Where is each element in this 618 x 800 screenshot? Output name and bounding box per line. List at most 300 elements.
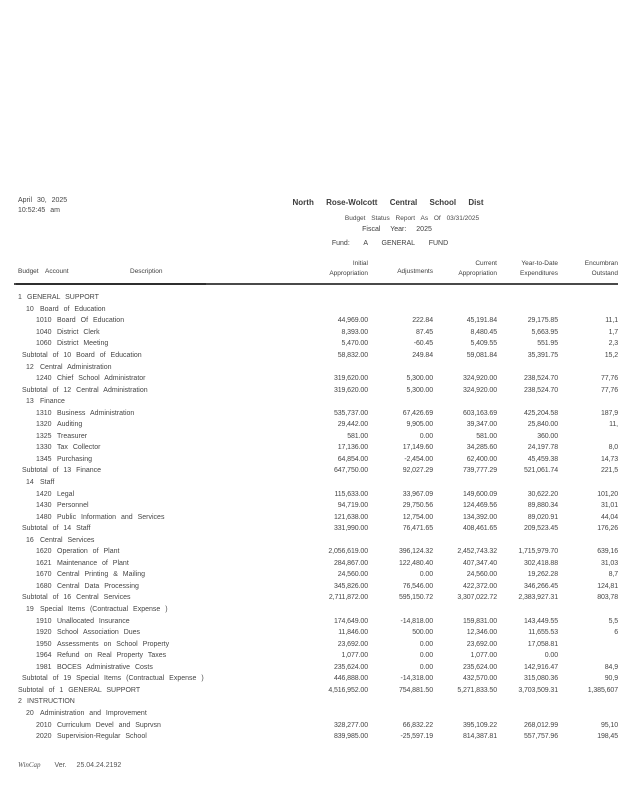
cell-encumbrance-outstanding: 803,78 [597,594,618,602]
row-description-cell [0,722,240,729]
cell-encumbrance-outstanding: 101,20 [597,490,618,498]
account-code: 2 [18,698,22,706]
row-description-cell [0,525,240,532]
row-description-cell [0,479,240,486]
table-row [0,523,618,535]
cell-ytd-expenditures: 3,703,509.31 [518,686,558,694]
account-code: 1240 [36,375,52,383]
cell-ytd-expenditures: 209,523.45 [523,525,558,533]
table-row [0,454,618,466]
cell-initial-appropriation: 94,719.00 [337,502,368,510]
table-row [0,650,618,662]
wincap-logo-text: WinCap [18,761,41,769]
account-description: District Clerk [57,328,100,336]
cell-adjustments: 9,905.00 [406,421,433,429]
table-row [0,719,618,731]
cell-initial-appropriation: 319,620.00 [333,375,368,383]
account-description: Treasurer [57,432,88,440]
cell-current-appropriation: 149,600.09 [462,490,497,498]
account-description: Special Items (Contractual Expense ) [40,606,168,614]
row-description-cell [0,675,240,682]
table-row [0,581,618,593]
cell-ytd-expenditures: 89,020.91 [527,513,558,521]
table-row [0,465,618,477]
table-row [0,546,618,558]
row-description-cell [0,571,240,578]
cell-current-appropriation: 814,387.81 [462,733,497,741]
row-description-cell [0,583,240,590]
cell-initial-appropriation: 29,442.00 [337,421,368,429]
cell-adjustments: 500.00 [412,629,433,637]
table-row [0,604,618,616]
fund-value: A GENERAL FUND [363,240,449,247]
table-row [0,292,618,304]
row-description-cell [0,491,240,498]
cell-initial-appropriation: 11,846.00 [338,629,368,637]
table-row [0,315,618,327]
cell-initial-appropriation: 23,692.00 [337,640,368,648]
cell-initial-appropriation: 121,638.00 [333,513,368,521]
row-description-cell [0,560,240,567]
col-header-initial-appropriation: Initial Appropriation [329,260,368,277]
cell-initial-appropriation: 2,711,872.00 [328,594,368,602]
account-description: BOCES Administrative Costs [57,663,153,671]
cell-adjustments: 76,471.65 [402,525,433,533]
account-code: 16 [26,536,34,544]
cell-initial-appropriation: 64,854.00 [337,455,368,463]
account-code: 12 [26,363,34,371]
table-row [0,592,618,604]
cell-current-appropriation: 5,271,833.50 [457,686,497,694]
print-time: 10:52:45 am [18,207,60,214]
print-datetime [18,196,67,216]
cell-adjustments: 66,832.22 [402,721,433,729]
table-row [0,488,618,500]
fiscal-year-label: Fiscal Year: [362,226,407,233]
cell-current-appropriation: 235,624.00 [462,663,497,671]
cell-current-appropriation: 45,191.84 [466,317,497,325]
cell-initial-appropriation: 4,516,952.00 [328,686,368,694]
account-code: 1981 [36,663,52,671]
table-row [0,696,618,708]
cell-ytd-expenditures: 557,757.96 [523,733,558,741]
row-description-cell [0,329,240,336]
account-code: 1420 [36,490,52,498]
account-code: 13 [26,398,34,406]
table-row [0,731,618,743]
account-code: 1330 [36,444,52,452]
cell-encumbrance-outstanding: 95,10 [600,721,618,729]
cell-current-appropriation: 159,831.00 [462,617,497,625]
cell-adjustments: 12,754.00 [402,513,433,521]
version-label: Ver. [54,762,67,769]
cell-current-appropriation: 39,347.00 [466,421,497,429]
account-description: Refund on Real Property Taxes [57,652,167,660]
account-description: INSTRUCTION [27,698,75,706]
report-title: Budget Status Report [344,215,416,222]
table-row [0,396,618,408]
row-description-cell [0,652,240,659]
cell-encumbrance-outstanding: 1,7 [608,328,618,336]
table-row [0,615,618,627]
cell-current-appropriation: 34,285.60 [466,444,497,452]
cell-adjustments: 0.00 [419,640,433,648]
cell-ytd-expenditures: 360.00 [537,432,558,440]
cell-ytd-expenditures: 17,058.81 [527,640,558,648]
table-row [0,304,618,316]
cell-ytd-expenditures: 30,622.20 [527,490,558,498]
cell-current-appropriation: 8,480.45 [470,328,497,336]
account-description: Chief School Administrator [57,375,146,383]
cell-ytd-expenditures: 551.95 [537,340,558,348]
cell-adjustments: -14,318.00 [400,675,433,683]
col-header-current-appropriation: Current Appropriation [458,260,497,277]
cell-ytd-expenditures: 142,916.47 [523,663,558,671]
cell-encumbrance-outstanding: 44,04 [600,513,618,521]
cell-current-appropriation: 23,692.00 [466,640,497,648]
cell-current-appropriation: 2,452,743.32 [457,548,497,556]
account-code: 1920 [36,629,52,637]
cell-encumbrance-outstanding: 6 [614,629,618,637]
col-header-budget-account: Budget Account [18,268,69,275]
cell-initial-appropriation: 5,470.00 [341,340,368,348]
cell-ytd-expenditures: 238,524.70 [523,375,558,383]
row-description-cell [0,294,240,301]
cell-initial-appropriation: 581.00 [347,432,368,440]
cell-ytd-expenditures: 425,204.58 [523,409,558,417]
cell-initial-appropriation: 44,969.00 [337,317,368,325]
table-row [0,500,618,512]
cell-current-appropriation: 24,560.00 [466,571,497,579]
cell-initial-appropriation: 328,277.00 [333,721,368,729]
cell-initial-appropriation: 1,077.00 [341,652,368,660]
row-description-cell [0,629,240,636]
account-code: 1680 [36,582,52,590]
table-row [0,373,618,385]
cell-current-appropriation: 739,777.29 [462,467,497,475]
cell-adjustments: 249.84 [412,352,433,359]
cell-ytd-expenditures: 29,175.85 [527,317,558,325]
cell-encumbrance-outstanding: 15,2 [604,352,618,359]
table-row [0,431,618,443]
cell-ytd-expenditures: 0.00 [544,652,558,660]
cell-current-appropriation: 432,570.00 [462,675,497,683]
row-description-cell [0,352,240,359]
account-code: 1325 [36,432,52,440]
cell-encumbrance-outstanding: 198,45 [597,733,618,741]
account-description: Curriculum Devel and Suprvsn [57,721,161,729]
account-description: Subtotal of 13 Finance [22,467,102,475]
cell-ytd-expenditures: 238,524.70 [523,386,558,394]
cell-encumbrance-outstanding: 31,03 [600,559,618,567]
account-code: 1320 [36,421,52,429]
cell-encumbrance-outstanding: 187,9 [600,409,618,417]
cell-ytd-expenditures: 521,061.74 [523,467,558,475]
cell-ytd-expenditures: 143,449.55 [523,617,558,625]
fiscal-year-line [247,226,547,233]
row-description-cell [0,317,240,324]
cell-adjustments: 222.84 [412,317,433,325]
table-row [0,558,618,570]
row-description-cell [0,364,240,371]
cell-adjustments: -14,818.00 [400,617,433,625]
asof-date: 03/31/2025 [446,215,480,222]
row-description-cell [0,340,240,347]
cell-ytd-expenditures: 19,262.28 [527,571,558,579]
fund-line [240,240,540,247]
cell-adjustments: -2,454.00 [404,455,433,463]
account-description: Central Printing & Mailing [57,571,145,579]
table-row [0,419,618,431]
account-description: Subtotal of 10 Board of Education [22,352,142,359]
cell-current-appropriation: 5,409.55 [470,340,497,348]
cell-current-appropriation: 124,469.56 [462,502,497,510]
row-description-cell [0,606,240,613]
account-code: 2010 [36,721,52,729]
account-description: School Association Dues [57,629,141,637]
cell-initial-appropriation: 839,985.00 [333,733,368,741]
cell-current-appropriation: 324,920.00 [462,375,497,383]
table-row [0,384,618,396]
row-description-cell [0,548,240,555]
cell-current-appropriation: 581.00 [476,432,497,440]
cell-ytd-expenditures: 1,715,979.70 [518,548,558,556]
row-description-cell [0,514,240,521]
account-description: Personnel [57,502,89,510]
cell-encumbrance-outstanding: 8,0 [608,444,618,452]
cell-ytd-expenditures: 89,880.34 [527,502,558,510]
account-description: Subtotal of 16 Central Services [22,594,131,602]
account-code: 1620 [36,548,52,556]
cell-ytd-expenditures: 35,391.75 [527,352,558,359]
cell-initial-appropriation: 174,649.00 [333,617,368,625]
row-description-cell [0,456,240,463]
cell-initial-appropriation: 8,393.00 [341,328,368,336]
cell-ytd-expenditures: 5,663.95 [531,328,558,336]
account-code: 1040 [36,328,52,336]
cell-adjustments: 0.00 [419,571,433,579]
cell-ytd-expenditures: 2,383,927.31 [518,594,558,602]
fiscal-year-value: 2025 [416,226,432,233]
cell-initial-appropriation: 115,633.00 [334,490,368,498]
account-description: GENERAL SUPPORT [27,294,99,302]
account-description: Assessments on School Property [57,640,170,648]
cell-initial-appropriation: 17,136.00 [337,444,368,452]
col-header-encumbrance-outstanding: Encumbran Outstand [584,260,618,277]
cell-initial-appropriation: 331,990.00 [333,525,368,533]
cell-current-appropriation: 59,081.84 [466,352,497,359]
account-description: Auditing [57,421,83,429]
row-description-cell [0,698,240,705]
cell-adjustments: 67,426.69 [402,409,433,417]
row-description-cell [0,433,240,440]
cell-initial-appropriation: 647,750.00 [333,467,368,475]
table-row [0,338,618,350]
cell-encumbrance-outstanding: 77,76 [600,386,618,394]
print-date: April 30, 2025 [18,197,68,204]
report-subtitle [262,215,562,222]
cell-ytd-expenditures: 45,459.38 [527,455,558,463]
cell-ytd-expenditures: 24,197.78 [527,444,558,452]
cell-encumbrance-outstanding: 221,5 [600,467,618,475]
account-code: 1345 [36,455,52,463]
cell-adjustments: 92,027.29 [402,467,433,475]
cell-adjustments: 595,150.72 [398,594,433,602]
cell-encumbrance-outstanding: 11, [609,421,618,429]
account-description: Central Services [40,536,95,544]
cell-initial-appropriation: 284,867.00 [333,559,368,567]
cell-encumbrance-outstanding: 639,16 [597,548,618,556]
cell-initial-appropriation: 535,737.00 [333,409,368,417]
account-description: Administration and Improvement [40,709,147,717]
account-code: 1010 [36,317,52,325]
row-description-cell [0,733,240,740]
cell-current-appropriation: 62,400.00 [466,455,497,463]
cell-current-appropriation: 408,461.65 [462,525,497,533]
cell-encumbrance-outstanding: 77,76 [600,375,618,383]
cell-current-appropriation: 1,077.00 [470,652,497,660]
row-description-cell [0,387,240,394]
table-row [0,327,618,339]
cell-ytd-expenditures: 268,012.99 [523,721,558,729]
row-description-cell [0,421,240,428]
header-rule-heavy-segment [16,283,206,286]
table-row [0,361,618,373]
row-description-cell [0,502,240,509]
cell-encumbrance-outstanding: 2,3 [608,340,618,348]
account-code: 19 [26,606,34,614]
table-row [0,534,618,546]
row-description-cell [0,710,240,717]
row-description-cell [0,306,240,313]
cell-adjustments: 29,750.56 [402,502,433,510]
cell-current-appropriation: 324,920.00 [462,386,497,394]
row-description-cell [0,687,240,694]
cell-ytd-expenditures: 302,418.88 [523,559,558,567]
cell-ytd-expenditures: 346,266.45 [523,582,558,590]
cell-encumbrance-outstanding: 5,5 [608,617,618,625]
cell-encumbrance-outstanding: 31,01 [600,502,618,510]
table-row [0,708,618,720]
fund-label: Fund: [331,240,350,247]
row-description-cell [0,618,240,625]
account-code: 1 [18,294,22,302]
account-code: 1621 [36,559,52,567]
cell-adjustments: 396,124.32 [398,548,433,556]
account-code: 1964 [36,652,52,660]
table-row [0,685,618,697]
account-description: Subtotal of 12 Central Administration [22,386,148,394]
cell-initial-appropriation: 345,826.00 [333,582,368,590]
asof-label: As Of [420,215,441,222]
table-row [0,511,618,523]
version-number: 25.04.24.2192 [76,762,122,769]
cell-initial-appropriation: 2,056,619.00 [328,548,368,556]
cell-adjustments: 122,480.40 [398,559,433,567]
col-header-ytd-expenditures: Year-to-Date Expenditures [520,260,558,277]
table-row [0,477,618,489]
cell-current-appropriation: 407,347.40 [462,559,497,567]
cell-adjustments: -25,597.19 [400,733,433,741]
cell-current-appropriation: 3,307,022.72 [457,594,497,602]
account-description: Subtotal of 1 GENERAL SUPPORT [18,686,141,694]
row-description-cell [0,641,240,648]
account-code: 1480 [36,513,52,521]
account-description: Legal [57,490,75,498]
cell-adjustments: 17,149.60 [402,444,433,452]
cell-adjustments: 0.00 [419,652,433,660]
table-row [0,673,618,685]
cell-initial-appropriation: 58,832.00 [337,352,368,359]
cell-ytd-expenditures: 315,080.36 [523,675,558,683]
table-row [0,407,618,419]
cell-encumbrance-outstanding: 8,7 [608,571,618,579]
cell-initial-appropriation: 319,620.00 [333,386,368,394]
account-description: Business Administration [57,409,135,417]
account-description: Central Data Processing [57,582,139,590]
cell-adjustments: 5,300.00 [406,386,433,394]
row-description-cell [0,594,240,601]
account-description: District Meeting [57,340,109,348]
cell-encumbrance-outstanding: 124,81 [597,582,618,590]
cell-encumbrance-outstanding: 84,9 [604,663,618,671]
account-description: Finance [40,398,65,406]
cell-initial-appropriation: 24,560.00 [337,571,368,579]
cell-adjustments: 754,881.50 [398,686,433,694]
account-description: Purchasing [57,455,93,463]
cell-encumbrance-outstanding: 176,26 [597,525,618,533]
account-description: Subtotal of 14 Staff [22,525,91,533]
account-description: Public Information and Services [57,513,165,521]
cell-current-appropriation: 134,392.00 [462,513,497,521]
account-description: Supervision-Regular School [57,733,147,741]
account-code: 14 [26,479,34,487]
account-code: 1670 [36,571,52,579]
account-code: 10 [26,305,34,313]
row-description-cell [0,664,240,671]
account-code: 1310 [36,409,52,417]
account-description: Unallocated Insurance [57,617,130,625]
cell-adjustments: 0.00 [419,663,433,671]
row-description-cell [0,444,240,451]
account-code: 1950 [36,640,52,648]
account-description: Maintenance of Plant [57,559,129,567]
table-row [0,638,618,650]
cell-adjustments: 76,546.00 [402,582,433,590]
row-description-cell [0,410,240,417]
cell-initial-appropriation: 446,888.00 [333,675,368,683]
account-code: 1910 [36,617,52,625]
account-code: 2020 [36,733,52,741]
cell-adjustments: -60.45 [413,340,433,348]
table-row [0,662,618,674]
cell-encumbrance-outstanding: 14,73 [600,455,618,463]
report-footer [18,761,121,769]
cell-adjustments: 87.45 [415,328,433,336]
account-description: Board of Education [40,305,106,313]
cell-current-appropriation: 12,346.00 [466,629,497,637]
col-header-adjustments: Adjustments [397,268,433,275]
cell-ytd-expenditures: 11,655.53 [528,629,558,637]
cell-adjustments: 5,300.00 [406,375,433,383]
table-row [0,442,618,454]
account-description: Operation of Plant [57,548,120,556]
row-description-cell [0,375,240,382]
row-description-cell [0,537,240,544]
account-code: 20 [26,709,34,717]
cell-current-appropriation: 603,163.69 [462,409,497,417]
table-row [0,627,618,639]
